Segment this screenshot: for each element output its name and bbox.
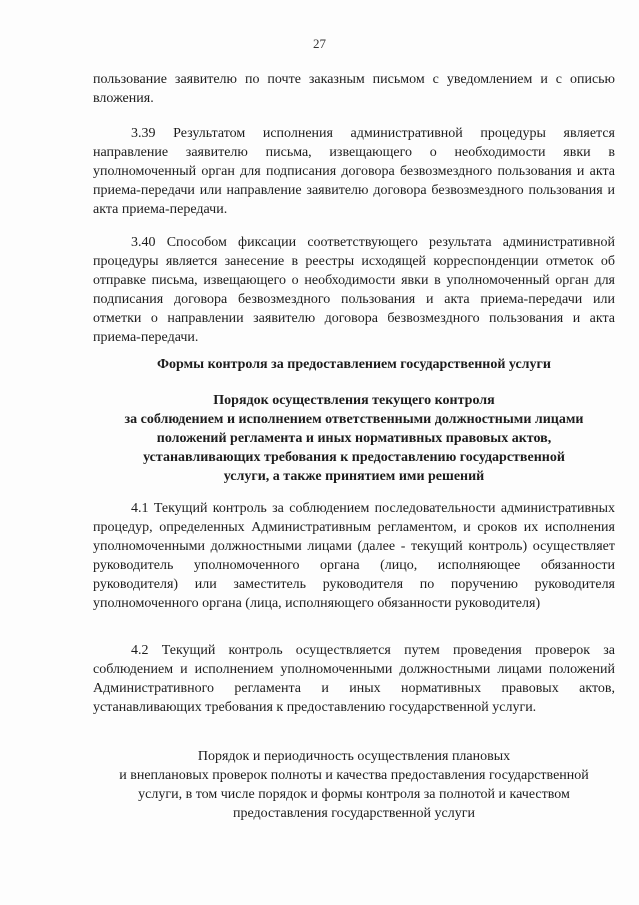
heading-line: за соблюдением и исполнением ответственными должностными лицами: [124, 412, 584, 427]
heading-line: и внеплановых проверок полноты и качества предоставления государственной: [119, 768, 589, 783]
paragraph-4-1: 4.1 Текущий контроль за соблюдением последовательности административных процедур, определенных Административным регламентом, и сроков их исполнения уполномоченными должностными лицами (далее - текущий контроль) осуществляет руководитель уполномоченного органа (лицо, исполняющее обязанности руководителя) или заместитель руководителя по поручению руководителя уполномоченного органа (лица, исполняющего обязанности руководителя): [93, 501, 615, 611]
heading-line: Порядок осуществления текущего контроля: [213, 393, 495, 408]
paragraph-continuation: пользование заявителю по почте заказным письмом с уведомлением и с описью вложения.: [93, 72, 615, 106]
heading-line: услуги, в том числе порядок и формы контроля за полнотой и качеством: [138, 787, 570, 802]
paragraph-3-39: 3.39 Результатом исполнения административной процедуры является направление заявителю письма, извещающего о необходимости явки в уполномоченный орган для подписания договора безвозмездного пользования и акта приема-передачи или направление заявителю договора безвозмездного пользования и акта приема-передачи.: [93, 126, 615, 217]
page-number: 27: [313, 36, 326, 51]
heading-line: услуги, а также принятием ими решений: [223, 469, 485, 484]
subsection-heading-current-control: [93, 391, 615, 486]
paragraph-3-40: 3.40 Способом фиксации соответствующего результата административной процедуры является занесение в реестры исходящей корреспонденции отметок об отправке письма, извещающего о необходимости явки в уполномоченный орган для подписания договора безвозмездного пользования и акта приема-передачи или отметки о направлении заявителю договора безвозмездного пользования и акта приема-передачи.: [93, 235, 615, 345]
heading-line: предоставления государственной услуги: [233, 806, 475, 821]
section-heading: Формы контроля за предоставлением государственной услуги: [157, 357, 551, 372]
heading-line: Порядок и периодичность осуществления плановых: [197, 749, 511, 764]
heading-line: устанавливающих требования к предоставлению государственной: [143, 450, 565, 465]
paragraph-4-2: 4.2 Текущий контроль осуществляется путем проведения проверок за соблюдением и исполнением уполномоченными должностными лицами положений Административного регламента и иных нормативных правовых актов, устанавливающих требования к предоставлению государственной услуги.: [93, 643, 615, 715]
subsection-heading-inspections: [93, 747, 615, 823]
heading-line: положений регламента и иных нормативных правовых актов,: [156, 431, 552, 446]
